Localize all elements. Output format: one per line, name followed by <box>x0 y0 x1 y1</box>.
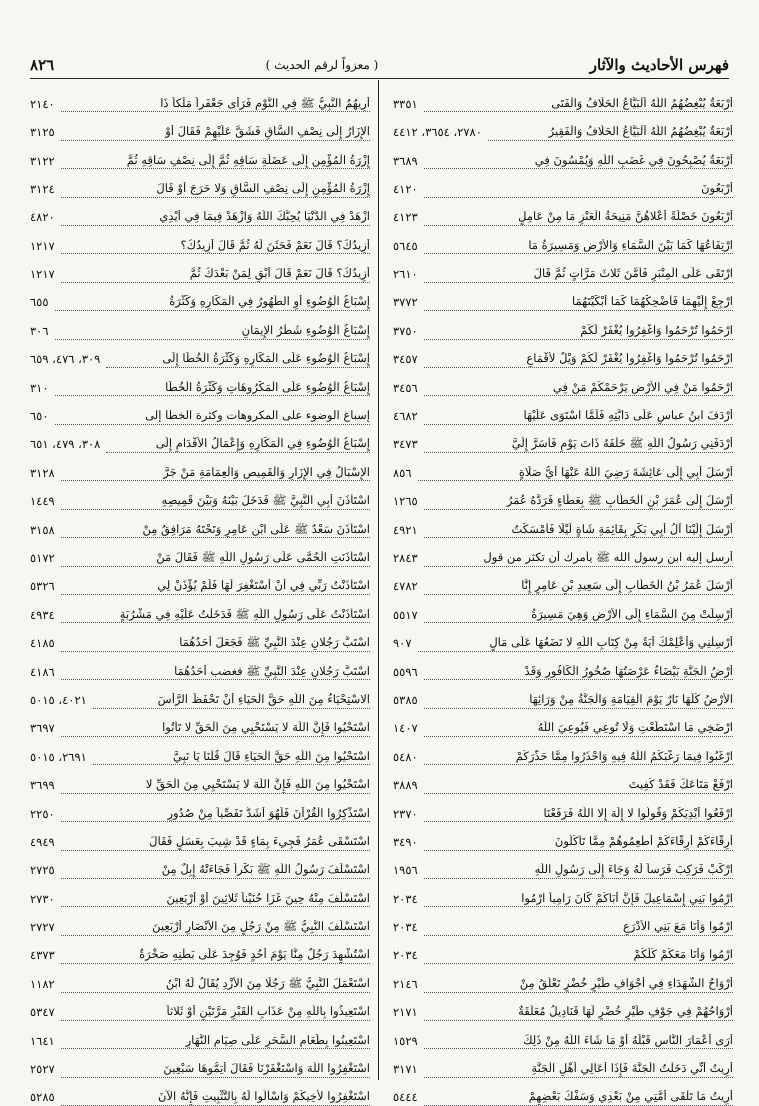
hadith-number: ١٢١٧ <box>30 238 55 253</box>
index-entry <box>30 1049 370 1077</box>
hadith-number: ٦٥٠ <box>30 409 49 424</box>
hadith-number: ٦٥٥ <box>30 295 49 310</box>
hadith-text: اسْتَأْذَنْتُ عَلَى رَسُولِ اللَّهِ ﷺ فَدَخَلْتُ عَلَيْهِ فِي مَشْرُبَةٍ <box>61 608 370 624</box>
index-entry <box>30 112 370 140</box>
index-entry <box>393 425 733 453</box>
index-entry <box>393 396 733 424</box>
index-entry <box>393 567 733 595</box>
hadith-text: الاسْتِحْيَاءُ مِنَ اللَّهِ حَقَّ الْحَيَاءِ أَنْ تَحْفَظَ الرَّأْسَ <box>93 693 370 709</box>
hadith-text: إسباغ الوضوء على المكروهات وكثرة الخطا إلى <box>55 409 370 425</box>
page-title: فهرس الأحاديث والآثار <box>589 56 729 74</box>
index-entry <box>393 680 733 708</box>
hadith-text: ارْجِعْ إِلَيْهِمَا فَأَضْحِكْهُمَا كَمَا أَبْكَيْتَهُمَا <box>424 295 733 311</box>
hadith-number: ٤٩٤٩ <box>30 834 55 849</box>
hadith-text: الإِسْبَالُ فِي الإِزَارِ وَالْقَمِيصِ وَالْعِمَامَةِ مَنْ جَرَّ <box>61 466 370 482</box>
hadith-number: ٥٣٨٥ <box>393 692 418 707</box>
hadith-text: اسْتَبَّ رَجُلانِ عِنْدَ النَّبِيِّ ﷺ فغضب أَحَدُهُمَا <box>61 665 370 681</box>
hadith-number: ٣٦٩٧ <box>30 721 55 736</box>
index-entry <box>30 993 370 1021</box>
index-entry <box>30 851 370 879</box>
hadith-number: ٨٥٦ <box>393 465 412 480</box>
page-subtitle: ( معزواً لرقم الحديث ) <box>265 58 379 72</box>
hadith-text: أَرْوَاحُ الشُّهَدَاءِ فِي أَجْوَافِ طَيْرٍ خُضْرٍ تَعْلُقُ مِنْ <box>424 977 733 993</box>
hadith-text: أَزِيدُكَ؟ قَالَ نَعَمْ قَالَ أَبْقِ لِمَنْ بَعْدَكَ ثُمَّ <box>61 267 370 283</box>
hadith-text: الأَرْضُ كُلُّهَا نَارٌ يَوْمَ الْقِيَامَةِ وَالْجَنَّةُ مِنْ وَرَائِهَا <box>424 693 733 709</box>
hadith-number: ٢٠٣٤ <box>393 948 418 963</box>
hadith-number: ٤١٢٣ <box>393 210 418 225</box>
hadith-text: ارْحَمُوا تُرْحَمُوا وَاغْفِرُوا يُغْفَرْ لَكُمْ <box>424 324 733 340</box>
index-entry <box>393 226 733 254</box>
hadith-text: اسْتَسْلَفَ مِنْهُ حِينَ غَزَا حُنَيْناً ثَلاثِينَ أَوْ أَرْبَعِينَ <box>61 892 370 908</box>
hadith-text: ارْفَعْ مَتَاعَكَ فَقَدْ كُفِيتَ <box>424 778 733 794</box>
hadith-text: اسْتَسْلَفَ رَسُولُ اللَّهِ ﷺ بَكْراً فَجَاءَتْهُ إِبِلٌ مِنْ <box>61 863 370 879</box>
hadith-text: أَرْبَعُونَ خَصْلَةً أَعْلاهُنَّ مَنِيحَةُ الْعَنْزِ مَا مِنْ عَامِلٍ <box>424 210 733 226</box>
hadith-number: ٥٣٢٦ <box>30 579 55 594</box>
hadith-text: ارْمُوا بَنِي إِسْمَاعِيلَ فَإِنَّ أَبَاكُمْ كَانَ رَامِياً ارْمُوا <box>424 892 733 908</box>
hadith-text: أُرْسِلَتْ مِنَ السَّمَاءِ إِلَى الأَرْضِ وَهِيَ مَسِيرَةُ <box>424 608 733 624</box>
hadith-text: اسْتَسْلَفَ النَّبِيُّ ﷺ مِنْ رَجُلٍ مِنَ الأَنْصَارِ أَرْبَعِينَ <box>61 920 370 936</box>
index-entry <box>30 765 370 793</box>
index-entry <box>393 481 733 509</box>
hadith-number: ١٢١٧ <box>30 267 55 282</box>
hadith-number: ٣٧٥٠ <box>393 323 418 338</box>
hadith-text: إِسْبَاغُ الْوُضُوءِ عَلَى الْمَكْرُوهَاتِ وَكَثْرَةُ الْخُطَا <box>55 381 370 397</box>
hadith-text: ارْضَخِي مَا اسْتَطَعْتِ وَلَا تُوعِي فَيُوعِيَ اللَّهُ <box>424 721 733 737</box>
hadith-number: ٣٤٥٧ <box>393 352 418 367</box>
hadith-text: اسْتَعِينُوا بِطَعَامِ السَّحَرِ عَلَى صِيَامِ النَّهَارِ <box>61 1034 370 1050</box>
hadith-number: ٢٨٤٣ <box>393 551 418 565</box>
hadith-text: اسْتَعْمَلَ النَّبِيُّ ﷺ رَجُلًا مِنَ الأَزْدِ يُقَالُ لَهُ ابْنُ <box>61 977 370 993</box>
hadith-text: أَرْسِلْنِي وَأَعْلِمْكَ آيَةً مِنْ كِتَابِ اللَّهِ لا تَضَعُهَا عَلَى مَالٍ <box>418 636 733 652</box>
hadith-text: إِسْبَاغُ الْوُضُوءِ أَوِ الطُّهُورُ فِي الْمَكَارِهِ وَكَثْرَةُ <box>55 295 370 311</box>
index-entry <box>393 340 733 368</box>
index-entry <box>30 254 370 282</box>
index-entry <box>30 510 370 538</box>
hadith-text: اسْتَغْفِرُوا لأَخِيكُمْ وَاسْأَلُوا لَهُ بِالتَّثْبِيتِ فَإِنَّهُ الآنَ <box>61 1090 370 1106</box>
index-entry <box>30 595 370 623</box>
hadith-number: ٢٥٢٧ <box>30 1062 55 1077</box>
hadith-text: أَرْسَلَ عُمَرُ بْنُ الْخَطَّابِ إِلَى سَعِيدِ بْنِ عَامِرٍ إِنَّا <box>424 579 733 595</box>
hadith-number: ٢٧٨٠، ٣٦٥٤، ٤٤١٢ <box>393 125 482 140</box>
index-entry <box>30 226 370 254</box>
index-entry <box>393 510 733 538</box>
index-entry <box>30 368 370 396</box>
hadith-text: إِسْبَاغُ الْوُضُوءِ عَلَى الْمَكَارِهِ وَكَثْرَةُ الْخُطَا إِلَى <box>106 352 370 368</box>
index-entry <box>30 879 370 907</box>
hadith-text: ارْمُوا وَأَنَا مَعَ بَنِي الأَدْرَعِ <box>424 920 733 936</box>
hadith-text: اسْتَأْذَنَ سَعْدٌ ﷺ عَلَى ابْنِ عَامِرٍ وَتَحْتَهُ مَرَافِقُ مِنْ <box>61 523 370 539</box>
hadith-text: إِزْرَةُ الْمُؤْمِنِ إِلَى عَضَلَةِ سَاقِهِ ثُمَّ إِلَى نِصْفِ سَاقِهِ ثُمَّ <box>61 154 370 170</box>
index-entry <box>30 794 370 822</box>
hadith-number: ٤١٨٦ <box>30 664 55 679</box>
hadith-number: ٣١٧١ <box>393 1062 418 1077</box>
hadith-text: الإِزَارُ إِلَى نِصْفِ السَّاقِ فَشَقَّ عَلَيْهِمْ فَقَالَ أَوْ <box>61 125 370 141</box>
hadith-text: اسْتَذْكِرُوا الْقُرْآنَ فَلَهُوَ أَشَدُّ تَفَصِّياً مِنْ صُدُورِ <box>61 807 370 823</box>
hadith-text: أَرْسَلَ إِلَيْنَا آلُ أَبِي بَكْرٍ بِقَائِمَةِ شَاةٍ لَيْلًا فَأَمْسَكْتُ <box>424 523 733 539</box>
hadith-number: ٣١٢٤ <box>30 181 55 196</box>
index-entry <box>30 198 370 226</box>
hadith-text: ازْهَدْ فِي الدُّنْيَا يُحِبَّكَ اللَّهُ وَازْهَدْ فِيمَا فِي أَيْدِي <box>61 210 370 226</box>
index-entry <box>393 112 733 140</box>
hadith-number: ٣٠٩، ٤٧٦، ٦٥٩ <box>30 352 101 367</box>
hadith-text: ارْمُوا وَأَنَا مَعَكُمْ كُلِّكُمْ <box>424 948 733 964</box>
index-entry <box>393 1049 733 1077</box>
index-entry <box>30 538 370 566</box>
hadith-text: ارْحَمُوا مَنْ فِي الأَرْضِ يَرْحَمْكُمْ مَنْ فِي <box>424 381 733 397</box>
page-number: ٨٢٦ <box>30 56 55 74</box>
hadith-number: ٤٩٣٤ <box>30 607 55 622</box>
index-entry <box>30 964 370 992</box>
hadith-number: ٣١٢٢ <box>30 153 55 168</box>
hadith-number: ٥٥٩٦ <box>393 664 418 679</box>
hadith-text: ارْكَبْ فَرَكِبَ فَرَساً لَهُ وَجَاءَ إِلَى رَسُولِ اللَّهِ <box>424 863 733 879</box>
hadith-number: ٥٣٤٧ <box>30 1005 55 1020</box>
hadith-number: ٣٤٧٣ <box>393 437 418 452</box>
hadith-text: اسْتَأْذَنَتِ الْحُمَّى عَلَى رَسُولِ اللَّهِ ﷺ فَقَالَ مَنْ <box>61 551 370 567</box>
index-entry <box>30 907 370 935</box>
hadith-text: أَرْبَعَةٌ يُبْغِضُهُمُ اللَّهُ اَلْبَيَّاعُ الحَلَّافُ وَالْفَقِيرُ <box>488 125 733 141</box>
hadith-number: ٥٢٨٥ <box>30 1090 55 1105</box>
hadith-number: ٥٦٤٥ <box>393 238 418 253</box>
hadith-text: اسْتَبَّ رَجُلانِ عِنْدَ النَّبِيِّ ﷺ فَجَعَلَ أَحَدُهُمَا <box>61 636 370 652</box>
index-entry <box>30 283 370 311</box>
hadith-number: ٤٧٨٢ <box>393 579 418 594</box>
hadith-text: ارْحَمُوا تُرْحَمُوا وَاغْفِرُوا يُغْفَرْ لَكُمْ وَيْلٌ لأَقْمَاعِ <box>424 352 733 368</box>
index-entry <box>393 964 733 992</box>
hadith-number: ٤٦٨٢ <box>393 409 418 424</box>
index-entry <box>30 141 370 169</box>
hadith-number: ٢٣٧٠ <box>393 806 418 821</box>
column-divider <box>378 80 379 1080</box>
index-entry <box>393 737 733 765</box>
hadith-text: أُرِيتُ أَنِّي دَخَلْتُ الْجَنَّةَ فَإِذَا أَعَالِي أَهْلِ الْجَنَّةِ <box>424 1062 733 1078</box>
hadith-number: ٢٧٢٧ <box>30 920 55 935</box>
index-entry <box>30 481 370 509</box>
hadith-number: ٣١٥٨ <box>30 522 55 537</box>
index-entry <box>30 453 370 481</box>
hadith-number: ٣٦٨٩ <box>393 153 418 168</box>
index-entry <box>30 652 370 680</box>
index-entry <box>30 936 370 964</box>
hadith-number: ٤١٨٥ <box>30 636 55 651</box>
hadith-number: ١٦٤١ <box>30 1033 55 1048</box>
hadith-number: ٤٠٢١، ٥٠١٥ <box>30 692 87 707</box>
hadith-text: اسْتَسْقَى عُمَرُ فَجِيءَ بِمَاءٍ قَدْ شِيبَ بِعَسَلٍ فَقَالَ <box>61 835 370 851</box>
index-entry <box>393 84 733 112</box>
hadith-text: اسْتَحْيُوا مِنَ اللَّهِ حَقَّ الْحَيَاءِ قَالَ قُلْنَا يَا نَبِيَّ <box>93 750 370 766</box>
hadith-text: أُرِيتُ مَا تَلْقَى أُمَّتِي مِنْ بَعْدِي وَسَفْكَ بَعْضِهِمْ <box>424 1090 733 1106</box>
hadith-number: ١١٨٢ <box>30 976 55 991</box>
hadith-number: ٢١٤٦ <box>393 976 418 991</box>
hadith-text: اسْتَحْيُوا فَإِنَّ اللَّهَ لا يَسْتَحْيِي مِنَ الْحَقِّ لا تَأْتُوا <box>61 721 370 737</box>
hadith-number: ٢٦١٠ <box>393 267 418 282</box>
hadith-number: ٩٠٧ <box>393 636 412 651</box>
hadith-number: ٢٧٢٥ <box>30 863 55 878</box>
index-entry <box>393 709 733 737</box>
hadith-text: اسْتَغْفِرُوا اللَّهَ وَاسْتَغْفَرْنَا فَقَالَ أَتِمُّوهَا سَبْعِينَ <box>61 1062 370 1078</box>
hadith-number: ٣٣٥١ <box>393 96 418 111</box>
index-entry <box>393 141 733 169</box>
hadith-text: أَرْوَاحُهُمْ فِي جَوْفِ طَيْرٍ خُضْرٍ لَهَا قَنَادِيلُ مُعَلَّقَةٌ <box>424 1005 733 1021</box>
hadith-number: ٥٤٨٠ <box>393 749 418 764</box>
hadith-number: ٥١٧٢ <box>30 551 55 565</box>
index-entry <box>393 623 733 651</box>
index-entry <box>393 936 733 964</box>
hadith-text: إِزْرَةُ الْمُؤْمِنِ إِلَى نِصْفِ السَّاقِ وَلا حَرَجَ أَوْ قَالَ <box>61 182 370 198</box>
hadith-number: ٤٣٧٣ <box>30 948 55 963</box>
hadith-number: ٢٢٥٠ <box>30 806 55 821</box>
hadith-number: ٣٠٨، ٤٧٩، ٦٥١ <box>30 437 101 452</box>
index-entry <box>30 567 370 595</box>
hadith-text: أَرِقَّاءَكُمْ أَرِقَّاءَكُمْ أَطْعِمُوهُمْ مِمَّا تَأْكُلُونَ <box>424 835 733 851</box>
index-entry <box>30 396 370 424</box>
hadith-text: اسْتَحْيُوا مِنَ اللَّهِ فَإِنَّ اللَّهَ لا يَسْتَحْيِي مِنَ الْحَقِّ لا <box>61 778 370 794</box>
index-entry <box>30 737 370 765</box>
hadith-text: أَرْبَعَةٌ يُصْبِحُونَ فِي غَضَبِ اللَّهِ وَيُمْسُونَ فِي <box>424 154 733 170</box>
index-entry <box>393 453 733 481</box>
index-entry <box>393 254 733 282</box>
index-entry <box>393 794 733 822</box>
hadith-text: أُرِيهُمُ النَّبِيُّ ﷺ فِي النَّوْمِ فَرَأَى جَعْفَراً مَلَكاً ذَا <box>61 97 370 113</box>
hadith-text: اسْتَأْذَنَ أَبِي النَّبِيَّ ﷺ فَدَخَلَ بَيْنَهُ وَبَيْنَ قَمِيصِهِ <box>61 494 370 510</box>
index-entry <box>30 311 370 339</box>
index-entry <box>30 623 370 651</box>
index-entry <box>393 538 733 566</box>
index-entry <box>393 652 733 680</box>
hadith-number: ٤٨٢٠ <box>30 210 55 225</box>
index-entry <box>393 822 733 850</box>
hadith-text: أَرْبَعُونَ <box>424 182 733 198</box>
hadith-number: ٤٩٢١ <box>393 522 418 537</box>
hadith-number: ٣٦٩٩ <box>30 778 55 793</box>
hadith-number: ١٢٦٥ <box>393 494 418 509</box>
index-entry <box>30 680 370 708</box>
hadith-text: ارْتِفَاعُهَا كَمَا بَيْنَ السَّمَاءِ وَالأَرْضِ وَمَسِيرَةُ مَا <box>424 239 733 255</box>
index-entry <box>393 907 733 935</box>
right-column <box>393 84 733 1106</box>
index-entry <box>393 993 733 1021</box>
hadith-number: ٣١٠ <box>30 380 49 395</box>
index-entry <box>393 1021 733 1049</box>
hadith-text: أَزِيدُكَ؟ قَالَ نَعَمْ فَحَثَنَ لَهُ ثُمَّ قَالَ أَزِيدُكَ؟ <box>61 239 370 255</box>
hadith-number: ١٥٢٩ <box>393 1033 418 1048</box>
hadith-number: ٥٤٤٤ <box>393 1090 418 1105</box>
hadith-number: ٢٧٣٠ <box>30 891 55 906</box>
hadith-number: ٢١٤٠ <box>30 96 55 111</box>
hadith-number: ١٤٤٩ <box>30 494 55 509</box>
hadith-text: أرسل إليه ابن رسول الله ﷺ يأمرك أن تكثر من قول <box>424 551 733 567</box>
hadith-text: إِسْبَاغُ الْوُضُوءِ فِي الْمَكَارِهِ وَإِعْمَالُ الأَقْدَامِ إِلَى <box>106 437 370 453</box>
hadith-text: أَرْدَفَنِي رَسُولُ اللَّهِ ﷺ خَلْفَهُ ذَاتَ يَوْمٍ فَأَسَرَّ إِلَيَّ <box>424 437 733 453</box>
hadith-text: أَرْدَفَ ابنُ عباسٍ عَلَى دَابَّتِهِ فَلَمَّا اسْتَوَى عَلَيْهَا <box>424 409 733 425</box>
hadith-number: ٤١٢٠ <box>393 181 418 196</box>
index-entry <box>30 822 370 850</box>
hadith-text: اسْتَأْذَنْتُ رَبِّي فِي أَنْ أَسْتَغْفِرَ لَهَا فَلَمْ يُؤْذَنْ لِي <box>61 579 370 595</box>
index-entry <box>393 765 733 793</box>
index-entry <box>30 425 370 453</box>
index-entry <box>393 169 733 197</box>
hadith-number: ٢١٧١ <box>393 1005 418 1020</box>
left-column <box>30 84 370 1106</box>
index-entry <box>393 283 733 311</box>
page-header <box>30 52 729 79</box>
hadith-number: ٢٠٣٤ <box>393 920 418 935</box>
hadith-number: ٣٠٦ <box>30 323 49 338</box>
hadith-number: ٥٥١٧ <box>393 607 418 622</box>
hadith-text: أَرْبَعَةٌ يُبْغِضُهُمُ اللَّهُ اَلْبَيَّاعُ الحَلَّافُ وَالْفَتَى <box>424 97 733 113</box>
hadith-text: أَرَى أَعْمَارَ النَّاسِ قَبْلَهُ أَوْ مَا شَاءَ اللَّهُ مِنْ ذَلِكَ <box>424 1034 733 1050</box>
hadith-number: ١٩٥٦ <box>393 863 418 878</box>
hadith-text: ارْتَقَى عَلَى الْمِنْبَرِ فَأَمَّنَ ثَلاثَ مَرَّاتٍ ثُمَّ قَالَ <box>424 267 733 283</box>
hadith-number: ٢٠٣٤ <box>393 891 418 906</box>
hadith-number: ٣٤٩٠ <box>393 834 418 849</box>
index-entry <box>30 84 370 112</box>
hadith-number: ٣٨٨٩ <box>393 778 418 793</box>
index-entry <box>393 851 733 879</box>
hadith-text: أَرْسَلَ إِلَى عُمَرَ بْنِ الْخَطَّابِ ﷺ بِعَطَاءٍ فَرَدَّهُ عُمَرُ <box>424 494 733 510</box>
index-entry <box>30 1021 370 1049</box>
hadith-text: أَرْسَلَ أَبِي إِلَى عَائِشَةَ رَضِيَ اللَّهُ عَنْهَا أَيُّ صَلَاةٍ <box>418 466 733 482</box>
hadith-text: اسْتَعِيذُوا بِاللَّهِ مِنْ عَذَابِ الْقَبْرِ مَرَّتَيْنِ أَوْ ثَلاثاً <box>61 1005 370 1021</box>
hadith-number: ٣١٢٨ <box>30 465 55 480</box>
hadith-text: أَرْضُ الْجَنَّةِ بَيْضَاءُ عَرْصَتُهَا صُخُورُ الْكَافُورِ وَقَدْ <box>424 665 733 681</box>
index-entry <box>393 198 733 226</box>
hadith-text: اسْتُشْهِدَ رَجُلٌ مِنَّا يَوْمَ أُحُدٍ فَوُجِدَ عَلَى بَطْنِهِ صَخْرَةٌ <box>61 948 370 964</box>
hadith-text: إِسْبَاغُ الْوُضُوءِ شَطْرُ الإِيمَانِ <box>55 324 370 340</box>
index-entry <box>30 340 370 368</box>
hadith-number: ١٤٠٧ <box>393 721 418 736</box>
hadith-number: ٣٤٥٦ <box>393 380 418 395</box>
hadith-number: ٣٧٧٢ <box>393 295 418 310</box>
hadith-text: ارْفَعُوا أَيْدِيَكُمْ وَقُولُوا لا إِلَهَ إِلا اللَّهُ فَرَفَعْنَا <box>424 807 733 823</box>
hadith-number: ٣١٢٥ <box>30 125 55 140</box>
index-entry <box>393 311 733 339</box>
index-entry <box>30 169 370 197</box>
hadith-text: ارْغَبُوا فِيمَا رَغَّبَكُمُ اللَّهُ فِيهِ وَاحْذَرُوا مِمَّا حَذَّرَكُمْ <box>424 750 733 766</box>
index-entry <box>393 879 733 907</box>
index-entry <box>30 709 370 737</box>
hadith-number: ٢٦٩١، ٥٠١٥ <box>30 749 87 764</box>
index-entry <box>393 368 733 396</box>
index-entry <box>393 595 733 623</box>
